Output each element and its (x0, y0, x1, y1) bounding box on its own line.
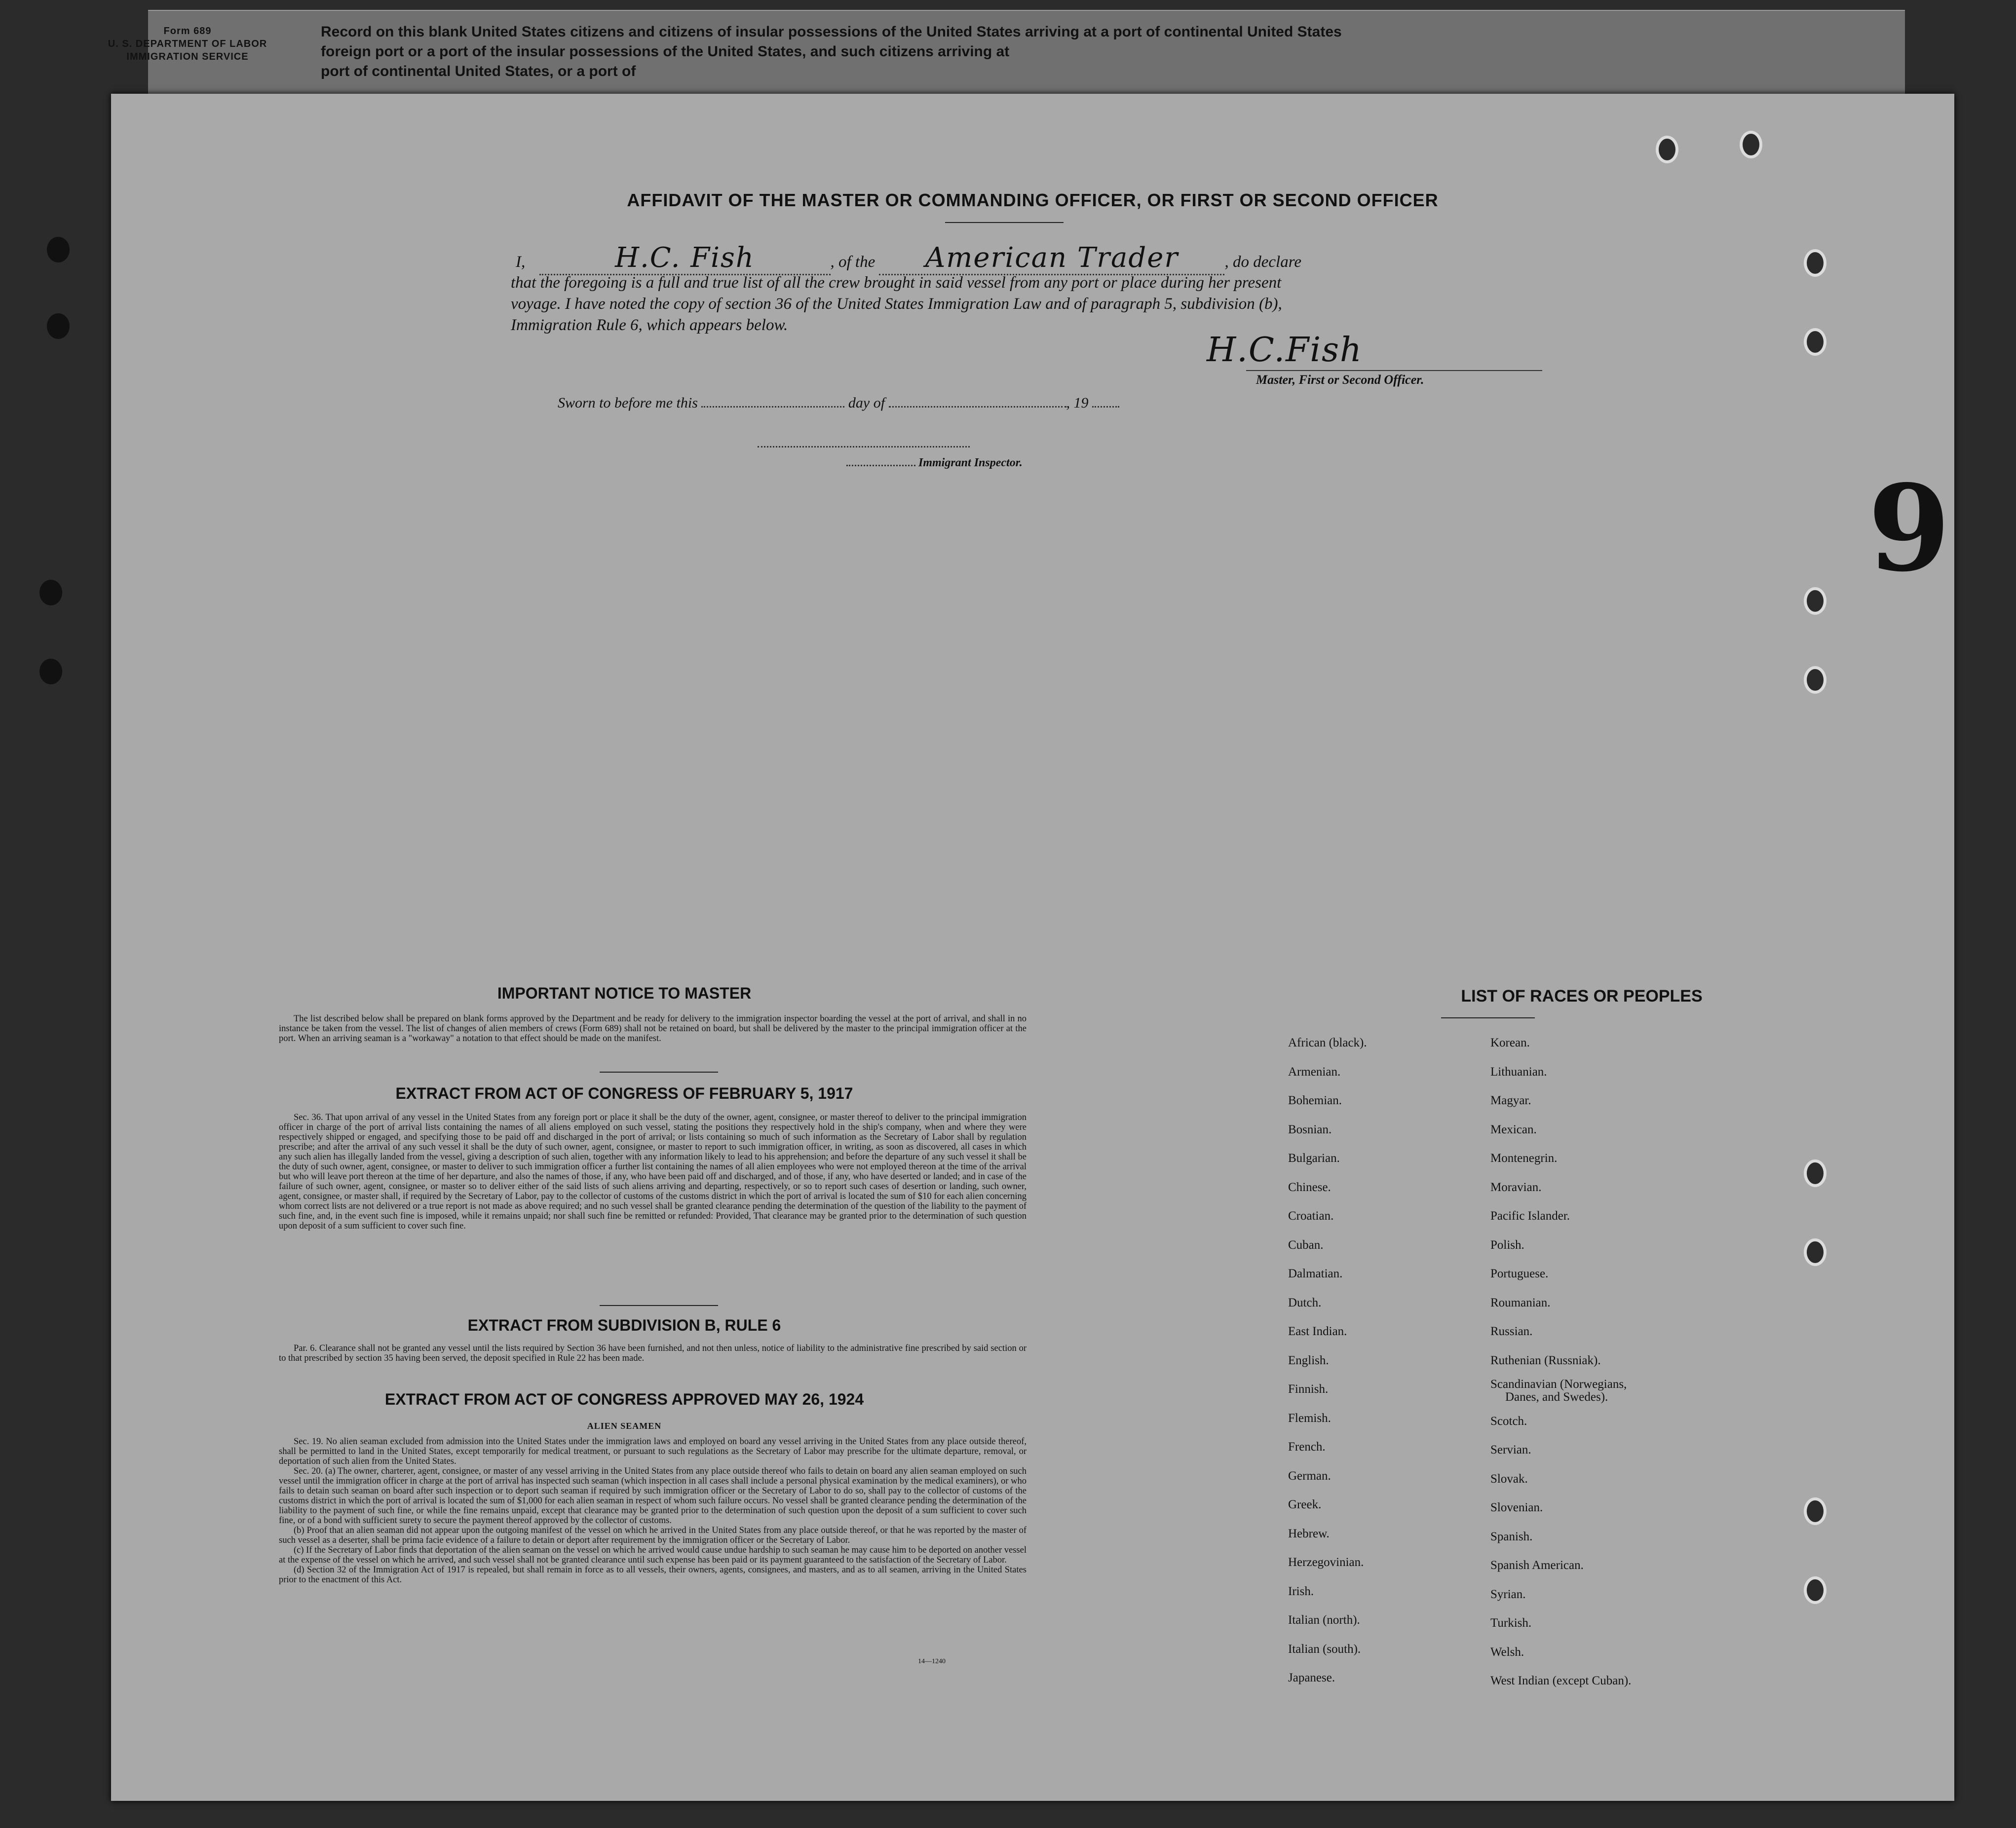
signer-name-handwritten: H.C. Fish (615, 242, 755, 274)
margin-mark: 9 (1868, 459, 1950, 598)
punch-hole (1804, 666, 1826, 694)
sworn-day-field (701, 406, 844, 408)
race-entry: German. (1288, 1469, 1331, 1483)
race-entry: Italian (north). (1288, 1613, 1360, 1627)
races-column-right (1490, 1029, 1631, 1696)
binder-hole (39, 580, 62, 605)
race-entry: Scotch. (1490, 1414, 1527, 1428)
race-entry: Dutch. (1288, 1296, 1322, 1309)
extract-1917-text: Sec. 36. That upon arrival of any vessel in the United States from any foreign port or place it shall be the duty of the owner, agent, consignee, or master thereof to deliver to the principal immigration officer in charge of the port of arrival lists containing the names of all aliens employed on such vessel, stating the positions they respectively hold in the ship's company, when and where they were respectively shipped or engaged, and specifying those to be paid off and discharged in the port of arrival; or lists containing so much of such information as the Secretary of Labor shall by regulation prescribe; and after the arrival of any such vessel it shall be the duty of such owner, agent, consignee, or master to report to such immigration officer, in writing, as soon as discovered, all cases in which any such alien has illegally landed from the vessel, giving a description of such alien, together with any information likely to lead to his apprehension; and before the departure of any such vessel it shall be the duty of such owner, agent, consignee, or master to deliver to such immigration officer a further list containing the names of all alien employees who were not employed thereon at the time of the arrival but who will leave port thereon at the time of her departure, and also the names of those, if any, who have been paid off and discharged, and of those, if any, who have deserted or landed; and in case of the failure of such owner, agent, consignee, or master so to deliver either of the said lists of such aliens arriving and departing, respectively, or so to report such cases of desertion or landing, such owner, agent, consignee, or master shall, if required by the Secretary of Labor, pay to the collector of customs of the customs district in which the port of arrival is located the sum of $10 for each alien concerning whom correct lists are not delivered or a true report is not made as above required; and no such vessel shall be granted clearance pending the determination of the question of the liability to the payment of such fine, and, in the event such fine is imposed, while it remains unpaid; nor shall such fine be remitted or refunded: Provided, That clearance may be granted prior to the determination of such question upon deposit of a sum sufficient to cover such fine. (279, 1113, 1027, 1231)
race-entry: Dalmatian. (1288, 1267, 1343, 1280)
race-entry: Ruthenian (Russniak). (1490, 1353, 1601, 1367)
punch-hole (1804, 249, 1826, 277)
race-entry: Montenegrin. (1490, 1152, 1558, 1165)
race-entry: Japanese. (1288, 1671, 1335, 1684)
extract-rule6-title: EXTRACT FROM SUBDIVISION B, RULE 6 (467, 1316, 781, 1334)
extract-1924-title: EXTRACT FROM ACT OF CONGRESS APPROVED MAY 26, 1924 (384, 1390, 864, 1408)
race-entry: English. (1288, 1353, 1329, 1367)
extract-rule6-text: Par. 6. Clearance shall not be granted any vessel until the lists required by Section 36 have been furnished, and not then unless, notice of liability to the administrative fine prescribed by said section or to that prescribed by section 35 having been served, the deposit specified in Rule 22 has been made. (279, 1343, 1027, 1363)
race-entry: Magyar. (1490, 1094, 1531, 1107)
race-entry: Hebrew. (1288, 1527, 1330, 1540)
binder-hole (39, 659, 62, 684)
declaration-line-4: Immigration Rule 6, which appears below. (511, 316, 788, 334)
race-entry: Spanish American. (1490, 1559, 1584, 1572)
back-sheet-text: Record on this blank United States citizens and citizens of insular possessions of the United States arriving at a port of continental United States foreign port or a port of the insular possessions of the United States, and such citizens arriving at port of continental United States, or a port of (321, 24, 1342, 79)
race-entry: Slovak. (1490, 1472, 1528, 1486)
punch-hole (1804, 1238, 1826, 1266)
race-entry: Russian. (1490, 1325, 1533, 1338)
punch-hole (1804, 328, 1826, 356)
race-entry: Armenian. (1288, 1065, 1341, 1079)
sworn-year-field (1092, 406, 1119, 408)
race-entry: Bulgarian. (1288, 1152, 1340, 1165)
inspector-line: Immigrant Inspector. (846, 456, 1023, 470)
inspector-signature-line (758, 446, 970, 448)
declaration-line-3: voyage. I have noted the copy of section 36 of the United States Immigration Law and of paragraph 5, subdivision (b), (511, 295, 1282, 313)
signature-line (1246, 370, 1542, 371)
race-entry: Korean. (1490, 1036, 1530, 1049)
punch-hole (1804, 1497, 1826, 1525)
race-entry: Bohemian. (1288, 1094, 1342, 1107)
race-entry: Spanish. (1490, 1530, 1533, 1543)
race-entry: Lithuanian. (1490, 1065, 1547, 1079)
race-entry: Scandinavian (Norwegians, Danes, and Swedes). (1490, 1378, 1627, 1404)
race-entry: Cuban. (1288, 1238, 1324, 1252)
section-rule (600, 1072, 718, 1073)
race-entry: Irish. (1288, 1584, 1314, 1598)
race-entry: Italian (south). (1288, 1642, 1361, 1656)
races-rule (1441, 1017, 1535, 1018)
signature-caption: Master, First or Second Officer. (1256, 373, 1424, 387)
print-code: 14—1240 (918, 1658, 946, 1665)
extract-1924-subtitle: ALIEN SEAMEN (587, 1421, 662, 1431)
race-entry: East Indian. (1288, 1325, 1347, 1338)
section-rule (600, 1305, 718, 1306)
race-entry: African (black). (1288, 1036, 1367, 1049)
title-rule (945, 222, 1064, 223)
notice-title: IMPORTANT NOTICE TO MASTER (497, 984, 752, 1002)
form-page (111, 94, 1954, 1801)
race-entry: Slovenian. (1490, 1501, 1543, 1514)
sworn-line: Sworn to before me this day of , 19 (558, 395, 1119, 411)
form-label: Form 689 U. S. DEPARTMENT OF LABOR IMMIGRATION SERVICE (108, 26, 267, 62)
declaration-line-2: that the foregoing is a full and true list of all the crew brought in said vessel from any port or place during her present (511, 274, 1282, 292)
punch-hole (1804, 587, 1826, 615)
race-entry: Flemish. (1288, 1411, 1331, 1425)
race-entry: Roumanian. (1490, 1296, 1551, 1309)
punch-hole (1804, 1159, 1826, 1187)
punch-hole (1804, 1576, 1826, 1604)
extract-1917-title: EXTRACT FROM ACT OF CONGRESS OF FEBRUARY 5, 1917 (395, 1084, 853, 1102)
race-entry: Bosnian. (1288, 1122, 1332, 1136)
affidavit-title: AFFIDAVIT OF THE MASTER OR COMMANDING OFFICER, OR FIRST OR SECOND OFFICER (627, 190, 1439, 210)
vessel-name-field (879, 242, 1224, 275)
declaration-line-1: I, H.C. Fish , of the American Trader , do declare (516, 242, 1301, 275)
race-entry: Turkish. (1490, 1616, 1532, 1630)
race-entry: West Indian (except Cuban). (1490, 1674, 1632, 1687)
race-entry: French. (1288, 1440, 1326, 1454)
race-entry: Herzegovinian. (1288, 1556, 1364, 1569)
races-title: LIST OF RACES OR PEOPLES (1461, 987, 1703, 1006)
punch-hole (1656, 136, 1678, 163)
master-signature: H.C.Fish (1207, 331, 1363, 370)
race-entry: Pacific Islander. (1490, 1209, 1570, 1223)
race-entry: Greek. (1288, 1498, 1322, 1511)
race-entry: Mexican. (1490, 1122, 1537, 1136)
race-entry: Portuguese. (1490, 1267, 1549, 1280)
vessel-name-handwritten: American Trader (925, 242, 1179, 274)
binder-hole (47, 237, 70, 262)
punch-hole (1740, 131, 1762, 158)
binder-hole (47, 313, 70, 339)
race-entry: Finnish. (1288, 1382, 1329, 1396)
races-column-left (1288, 1029, 1367, 1693)
notice-text: The list described below shall be prepared on blank forms approved by the Department and be ready for delivery to the immigration inspector boarding the vessel at the port of arrival, and shall in no instance be taken from the vessel. The list of changes of alien members of crews (Form 689) shall not be retained on board, but shall be delivered by the master to the principal immigration officer at the port. When an arriving seaman is a "workaway" a notation to that effect should be made on the manifest. (279, 1014, 1027, 1044)
extract-1924-text: Sec. 19. No alien seaman excluded from admission into the United States under the immigration laws and employed on board any vessel arriving in the United States from any place outside thereof, shall be permitted to land in the United States, except temporarily for medical treatment, or pursuant to such regulations as the Secretary of Labor may prescribe for the ultimate departure, removal, or deportation of such alien from the United States. Sec. 20. (a) The owner, charterer, agent, consignee, or master of any vessel arriving in the United States from any place outside thereof who fails to detain on board any alien seaman employed on such vessel until the immigration officer in charge at the port of arrival has inspected such seaman (which inspection in all cases shall include a personal physical examination by the medical examiners), or who fails to detain such seaman on board after such inspection or to deport such seaman if required by such immigration officer or the Secretary of Labor to do so, shall pay to the collector of customs of the customs district in which the port of arrival is located the sum of $1,000 for each alien seaman in respect of whom such failure occurs. No vessel shall be granted clearance pending the determination of the liability to the payment of such fine, or while the fine remains unpaid, except that clearance may be granted prior to the determination of such question upon the deposit of a sum sufficient to cover such fine, or of a bond with sufficient surety to secure the payment thereof approved by the collector of customs. (b) Proof that an alien seaman did not appear upon the outgoing manifest of the vessel on which he arrived in the United States from any place outside thereof, or that he was reported by the master of such vessel as a deserter, shall be prima facie evidence of a failure to detain or deport after requirement by the immigration officer or the Secretary of Labor. (c) If the Secretary of Labor finds that deportation of the alien seaman on the vessel on which he arrived would cause undue hardship to such seaman he may cause him to be deported on another vessel at the expense of the vessel on which he arrived, and such vessel shall not be granted clearance until such expense has been paid or its payment guaranteed to the satisfaction of the Secretary of Labor. (d) Section 32 of the Immigration Act of 1917 is repealed, but shall remain in force as to all vessels, their owners, agents, consignees, and masters, and as to all seamen, arriving in the United States prior to the enactment of this Act. (279, 1437, 1027, 1585)
race-entry: Welsh. (1490, 1645, 1524, 1659)
race-entry: Servian. (1490, 1443, 1531, 1456)
race-entry: Chinese. (1288, 1180, 1331, 1194)
race-entry: Croatian. (1288, 1209, 1334, 1223)
signer-name-field (539, 242, 831, 275)
signature-block (1207, 331, 1363, 370)
race-entry: Syrian. (1490, 1587, 1526, 1601)
race-entry: Moravian. (1490, 1180, 1542, 1194)
race-entry: Polish. (1490, 1238, 1524, 1252)
sworn-month-field (889, 406, 1066, 408)
